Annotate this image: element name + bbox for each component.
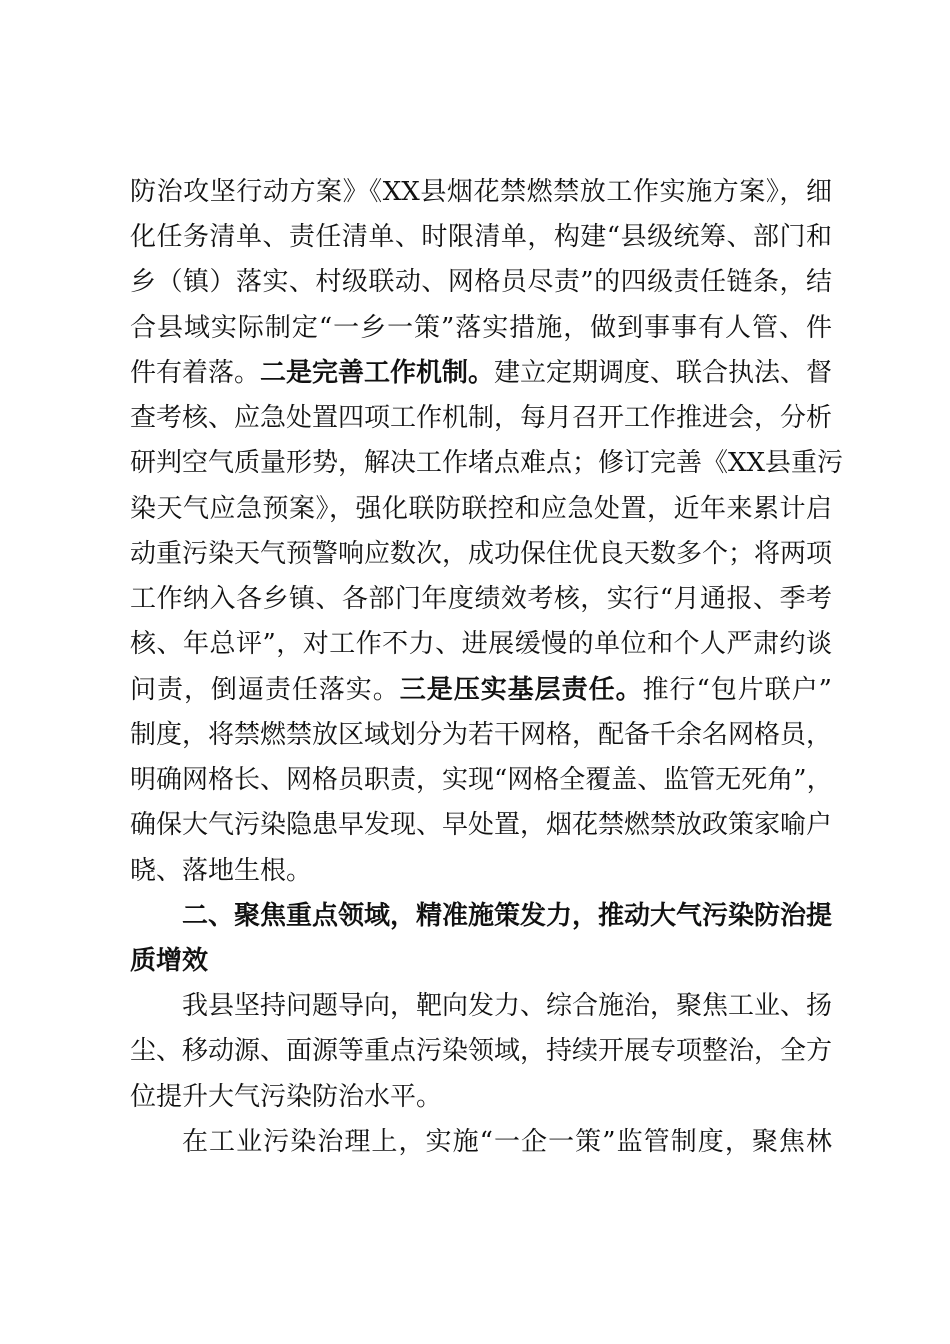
paragraph-line: 确保大气污染隐患早发现、早处置，烟花禁燃禁放政策家喻户	[130, 810, 833, 841]
paragraph-line: 明确网格长、网格员职责，实现“网格全覆盖、监管无死角”，	[130, 765, 833, 796]
section-heading: 质增效	[130, 945, 209, 976]
paragraph-line: 位提升大气污染防治水平。	[130, 1081, 443, 1112]
paragraph-line: 查考核、应急处置四项工作机制，每月召开工作推进会，分析	[130, 403, 833, 434]
paragraph-line: 工作纳入各乡镇、各部门年度绩效考核，实行“月通报、季考	[130, 584, 832, 615]
text: 推行“包片联户”	[642, 674, 832, 705]
paragraph-line: 合县域实际制定“一乡一策”落实措施，做到事事有人管、件	[130, 312, 832, 343]
paragraph-line: 染天气应急预案》，强化联防联控和应急处置，近年来累计启	[130, 493, 832, 524]
paragraph-line: 防治攻坚行动方案》《XX县烟花禁燃禁放工作实施方案》，细	[130, 177, 832, 207]
paragraph-line: 在工业污染治理上，实施“一企一策”监管制度，聚焦林	[182, 1126, 832, 1157]
text: 建立定期调度、联合执法、督	[494, 357, 833, 388]
document-page	[130, 170, 844, 1165]
paragraph-line: 晓、落地生根。	[130, 855, 313, 886]
text: 问责，倒逼责任落实。	[130, 674, 400, 705]
paragraph-line: 动重污染天气预警响应数次，成功保住优良天数多个；将两项	[130, 538, 833, 569]
paragraph-line	[130, 351, 832, 396]
paragraph-line: 乡（镇）落实、村级联动、网格员尽责”的四级责任链条，结	[130, 267, 832, 298]
paragraph-line: 我县坚持问题导向，靶向发力、综合施治，聚焦工业、扬	[182, 991, 833, 1022]
paragraph-line: 尘、移动源、面源等重点污染领域，持续开展专项整治，全方	[130, 1036, 833, 1067]
paragraph-line	[130, 668, 832, 713]
text: 件有着落。	[130, 357, 261, 388]
section-heading: 二、聚焦重点领域，精准施策发力，推动大气污染防治提	[182, 900, 833, 931]
paragraph-line: 研判空气质量形势，解决工作堵点难点；修订完善《XX县重污	[130, 448, 844, 479]
paragraph-line: 核、年总评”，对工作不力、进展缓慢的单位和个人严肃约谈	[130, 629, 832, 660]
paragraph-line: 制度，将禁燃禁放区域划分为若干网格，配备千余名网格员，	[130, 719, 833, 750]
bold-lead-phrase: 二是完善工作机制。	[260, 357, 495, 388]
paragraph-line: 化任务清单、责任清单、时限清单，构建“县级统筹、部门和	[130, 222, 832, 253]
bold-lead-phrase: 三是压实基层责任。	[399, 674, 643, 705]
